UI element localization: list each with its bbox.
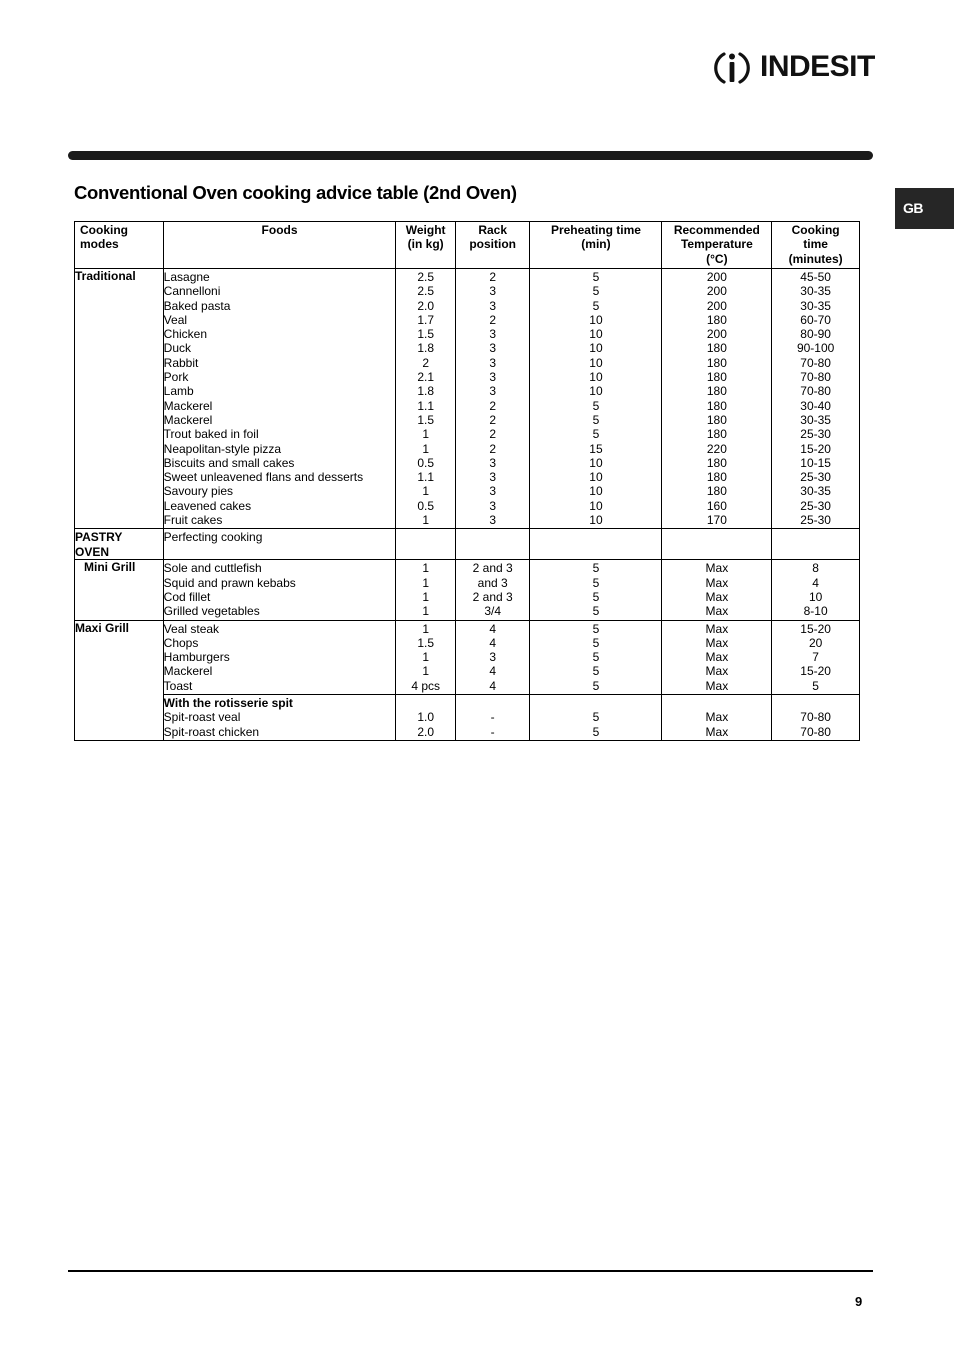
- table-cell-rack: and 3: [477, 575, 508, 590]
- empty-cell: [530, 529, 662, 560]
- table-cell-weight: 1: [422, 441, 429, 456]
- rotisserie-heading: With the rotisserie spit: [163, 696, 293, 711]
- table-cell-food: Veal steak: [163, 621, 220, 636]
- table-cell-rack: 2: [489, 412, 497, 427]
- table-cell-preheat: 10: [589, 455, 603, 470]
- table-cell-rack: 3: [489, 355, 497, 370]
- table-cell-weight: 1: [422, 513, 429, 528]
- maxi-grill-section: [75, 620, 860, 694]
- table-cell-preheat: 10: [589, 513, 603, 528]
- table-cell-time: 15-20: [800, 621, 831, 636]
- header-recommended-temperature: Recommended Temperature (°C): [662, 222, 772, 269]
- maxi-grill-times: [772, 620, 860, 694]
- table-cell-weight: 1: [422, 484, 429, 499]
- table-cell-time: 25-30: [800, 498, 831, 513]
- table-cell-rack: 4: [489, 635, 497, 650]
- table-cell-food: Biscuits and small cakes: [163, 455, 295, 470]
- table-cell-temp: Max: [705, 724, 729, 739]
- mode-pastry-oven: PASTRY OVEN: [75, 529, 164, 560]
- table-cell-temp: Max: [705, 664, 729, 679]
- traditional-weights: [396, 269, 455, 529]
- table-cell-weight: 1: [422, 427, 429, 442]
- table-cell-weight: 2.5: [417, 284, 434, 299]
- table-cell-temp: 170: [706, 513, 727, 528]
- table-cell-preheat: 5: [592, 284, 600, 299]
- table-cell-weight: 1: [422, 650, 429, 665]
- table-cell-temp: 180: [706, 412, 727, 427]
- indesit-i-icon: [712, 48, 752, 88]
- table-cell-food: Fruit cakes: [163, 513, 223, 528]
- table-cell-food: Lamb: [163, 384, 194, 399]
- table-cell-time: 15-20: [800, 664, 831, 679]
- header-preheating-time: Preheating time (min): [530, 222, 662, 269]
- table-cell-rack: -: [490, 724, 495, 739]
- mode-traditional: Traditional: [75, 269, 164, 529]
- table-cell-temp: 180: [706, 470, 727, 485]
- rotisserie-weights: [396, 695, 455, 741]
- table-cell-weight: 2.0: [417, 724, 434, 739]
- table-cell-weight: 1: [422, 575, 429, 590]
- table-cell-temp: 180: [706, 484, 727, 499]
- rotisserie-temps: [662, 695, 772, 741]
- table-cell-time: 4: [812, 575, 819, 590]
- header-cooking-modes: Cooking modes: [75, 222, 164, 269]
- table-cell-preheat: 5: [592, 412, 600, 427]
- empty-cell: [396, 529, 455, 560]
- maxi-grill-temps: [662, 620, 772, 694]
- table-cell-preheat: 5: [592, 650, 600, 665]
- table-cell-weight: 1: [422, 604, 429, 619]
- table-cell-weight: 1.5: [417, 327, 434, 342]
- table-cell-preheat: 5: [592, 710, 600, 725]
- table-cell-time: 70-80: [800, 724, 831, 739]
- table-cell-preheat: 10: [589, 312, 603, 327]
- table-cell-weight: 2.5: [417, 270, 434, 284]
- table-cell-food: Duck: [163, 341, 192, 356]
- header-cooking-time: Cooking time (minutes): [772, 222, 860, 269]
- table-cell-preheat: 15: [589, 441, 603, 456]
- language-tab: GB: [895, 188, 954, 229]
- table-cell-temp: 180: [706, 384, 727, 399]
- table-cell-preheat: 10: [589, 384, 603, 399]
- table-cell-temp: 220: [706, 441, 727, 456]
- mini-grill-preheat: [530, 560, 662, 620]
- table-cell-temp: 200: [706, 270, 727, 284]
- table-cell-rack: 3: [489, 498, 497, 513]
- table-cell-temp: Max: [705, 604, 729, 619]
- table-cell-preheat: 5: [592, 724, 600, 739]
- table-cell-food: Trout baked in foil: [163, 427, 259, 442]
- table-cell-food: Rabbit: [163, 355, 199, 370]
- table-cell-temp: 180: [706, 341, 727, 356]
- empty-cell: [772, 529, 860, 560]
- table-cell-rack: 4: [489, 621, 497, 636]
- table-cell-time: 30-40: [800, 398, 831, 413]
- table-cell-food: Toast: [163, 678, 193, 693]
- table-cell-rack: 3: [489, 284, 497, 299]
- table-cell-rack: 3/4: [484, 604, 502, 619]
- table-cell-weight: 0.5: [417, 498, 434, 513]
- table-cell-food: Chops: [163, 635, 199, 650]
- table-cell-rack: 2 and 3: [472, 561, 513, 576]
- table-cell-preheat: 5: [592, 635, 600, 650]
- table-cell-food: Squid and prawn kebabs: [163, 575, 296, 590]
- table-cell-time: 70-80: [800, 710, 831, 725]
- table-cell-weight: 1: [422, 664, 429, 679]
- table-cell-time: 8: [812, 561, 819, 576]
- table-cell-weight: 1: [422, 621, 429, 636]
- table-cell-weight: 2: [422, 355, 429, 370]
- table-cell-preheat: 5: [592, 561, 600, 576]
- rotisserie-preheat: [530, 695, 662, 741]
- table-cell-rack: 3: [489, 384, 497, 399]
- table-cell-food: Leavened cakes: [163, 498, 252, 513]
- table-cell-rack: 2: [489, 312, 497, 327]
- rotisserie-racks: [455, 695, 530, 741]
- table-cell-time: 80-90: [800, 327, 831, 342]
- table-cell-time: 30-35: [800, 484, 831, 499]
- table-cell-preheat: 5: [592, 621, 600, 636]
- table-cell-rack: 2: [489, 398, 497, 413]
- maxi-grill-preheat: [530, 620, 662, 694]
- bottom-divider-line: [68, 1270, 873, 1272]
- table-cell-weight: 4 pcs: [411, 678, 440, 693]
- table-cell-temp: 180: [706, 355, 727, 370]
- table-cell-preheat: 5: [592, 298, 600, 313]
- table-cell-rack: 3: [489, 484, 497, 499]
- table-cell-time: 8-10: [803, 604, 828, 619]
- table-cell-rack: 3: [489, 650, 497, 665]
- table-cell-weight: 1: [422, 589, 429, 604]
- table-cell-food: Sole and cuttlefish: [163, 561, 262, 576]
- table-cell-temp: Max: [705, 650, 729, 665]
- table-cell-food: Cannelloni: [163, 284, 221, 299]
- table-cell-weight: 1.7: [417, 312, 434, 327]
- traditional-temps: [662, 269, 772, 529]
- table-cell-rack: 3: [489, 470, 497, 485]
- table-cell-time: 20: [808, 635, 823, 650]
- maxi-grill-foods: [163, 620, 396, 694]
- table-cell-rack: 3: [489, 370, 497, 385]
- table-cell-temp: Max: [705, 575, 729, 590]
- table-cell-rack: 2 and 3: [472, 589, 513, 604]
- table-cell-time: 70-80: [800, 355, 831, 370]
- table-cell-time: 25-30: [800, 427, 831, 442]
- rotisserie-times: [772, 695, 860, 741]
- table-cell-temp: Max: [705, 561, 729, 576]
- table-cell-food: Veal: [163, 312, 188, 327]
- maxi-grill-racks: [455, 620, 530, 694]
- table-cell-food: Sweet unleavened flans and desserts: [163, 470, 364, 485]
- table-cell-preheat: 5: [592, 589, 600, 604]
- table-cell-preheat: 10: [589, 470, 603, 485]
- table-cell-rack: 2: [489, 427, 497, 442]
- table-cell-preheat: 5: [592, 604, 600, 619]
- pastry-food: Perfecting cooking: [163, 529, 396, 560]
- table-cell-temp: Max: [705, 589, 729, 604]
- pastry-oven-section: [75, 529, 860, 560]
- table-cell-rack: 3: [489, 455, 497, 470]
- table-cell-temp: 200: [706, 327, 727, 342]
- table-cell-food: Baked pasta: [163, 298, 231, 313]
- header-foods: Foods: [163, 222, 396, 269]
- table-cell-rack: 3: [489, 341, 497, 356]
- table-cell-time: 30-35: [800, 412, 831, 427]
- traditional-preheat: [530, 269, 662, 529]
- table-cell-time: 7: [812, 650, 819, 665]
- rotisserie-section: [75, 695, 860, 741]
- table-cell-time: 25-30: [800, 513, 831, 528]
- table-cell-preheat: 5: [592, 270, 600, 284]
- table-cell-preheat: 10: [589, 355, 603, 370]
- mode-mini-grill: Mini Grill: [75, 560, 164, 620]
- table-cell-weight: 1.0: [417, 710, 434, 725]
- table-cell-food: Savoury pies: [163, 484, 234, 499]
- mini-grill-weights: [396, 560, 455, 620]
- table-cell-food: Chicken: [163, 327, 208, 342]
- top-divider-bar: [68, 151, 873, 160]
- brand-logo: [712, 46, 875, 90]
- table-cell-temp: 200: [706, 284, 727, 299]
- table-cell-preheat: 10: [589, 498, 603, 513]
- table-cell-time: 30-35: [800, 284, 831, 299]
- table-cell-preheat: 5: [592, 427, 600, 442]
- maxi-grill-weights: [396, 620, 455, 694]
- table-cell-preheat: 10: [589, 327, 603, 342]
- page-number: 9: [855, 1294, 863, 1309]
- table-cell-food: Hamburgers: [163, 650, 230, 665]
- traditional-racks: [455, 269, 530, 529]
- table-cell-food: Mackerel: [163, 412, 213, 427]
- table-cell-temp: 180: [706, 312, 727, 327]
- mini-grill-foods: [163, 560, 396, 620]
- table-cell-time: 45-50: [800, 270, 831, 284]
- table-cell-temp: 180: [706, 427, 727, 442]
- traditional-times: [772, 269, 860, 529]
- table-cell-rack: -: [490, 710, 495, 725]
- mini-grill-racks: [455, 560, 530, 620]
- table-cell-food: Mackerel: [163, 398, 213, 413]
- table-cell-food: Spit-roast chicken: [163, 724, 260, 739]
- table-cell-weight: 1.1: [417, 470, 434, 485]
- table-cell-weight: 1: [422, 561, 429, 576]
- table-cell-time: 25-30: [800, 470, 831, 485]
- table-cell-preheat: 5: [592, 398, 600, 413]
- table-cell-temp: 160: [706, 498, 727, 513]
- table-cell-rack: 3: [489, 513, 497, 528]
- table-cell-time: 70-80: [800, 370, 831, 385]
- table-cell-preheat: 10: [589, 341, 603, 356]
- traditional-foods: [163, 269, 396, 529]
- table-cell-preheat: 5: [592, 575, 600, 590]
- table-cell-time: 30-35: [800, 298, 831, 313]
- empty-cell: [455, 529, 530, 560]
- table-cell-food: Grilled vegetables: [163, 604, 260, 619]
- table-cell-temp: 180: [706, 455, 727, 470]
- table-cell-temp: 180: [706, 370, 727, 385]
- table-cell-time: 70-80: [800, 384, 831, 399]
- table-cell-temp: Max: [705, 710, 729, 725]
- table-cell-rack: 3: [489, 327, 497, 342]
- table-cell-temp: Max: [705, 678, 729, 693]
- mini-grill-section: [75, 560, 860, 620]
- table-cell-preheat: 10: [589, 484, 603, 499]
- table-cell-time: 5: [812, 678, 819, 693]
- header-weight: Weight (in kg): [396, 222, 455, 269]
- table-cell-food: Lasagne: [163, 270, 210, 284]
- traditional-section: [75, 269, 860, 529]
- table-cell-preheat: 10: [589, 370, 603, 385]
- brand-name: INDESIT: [760, 50, 875, 83]
- table-cell-temp: 180: [706, 398, 727, 413]
- table-cell-rack: 4: [489, 678, 497, 693]
- table-cell-time: 60-70: [800, 312, 831, 327]
- table-cell-weight: 2.0: [417, 298, 434, 313]
- table-header-row: [75, 222, 860, 269]
- table-cell-weight: 2.1: [417, 370, 434, 385]
- table-cell-weight: 1.5: [417, 412, 434, 427]
- table-cell-temp: Max: [705, 621, 729, 636]
- mode-maxi-grill: Maxi Grill: [75, 620, 164, 740]
- table-cell-rack: 4: [489, 664, 497, 679]
- table-cell-weight: 1.1: [417, 398, 434, 413]
- table-cell-rack: 2: [489, 270, 497, 284]
- table-cell-weight: 1.5: [417, 635, 434, 650]
- table-cell-time: 90-100: [796, 341, 835, 356]
- table-cell-time: 10: [808, 589, 823, 604]
- table-cell-food: Spit-roast veal: [163, 710, 241, 725]
- mini-grill-temps: [662, 560, 772, 620]
- rotisserie-foods: [163, 695, 396, 741]
- table-cell-time: 10-15: [800, 455, 831, 470]
- table-cell-temp: Max: [705, 635, 729, 650]
- cooking-advice-table: [74, 221, 860, 741]
- page-title: Conventional Oven cooking advice table (2nd Oven): [74, 182, 517, 203]
- table-cell-weight: 1.8: [417, 341, 434, 356]
- table-cell-food: Cod fillet: [163, 589, 211, 604]
- table-cell-weight: 1.8: [417, 384, 434, 399]
- table-cell-time: 15-20: [800, 441, 831, 456]
- table-cell-weight: 0.5: [417, 455, 434, 470]
- table-cell-rack: 2: [489, 441, 497, 456]
- table-cell-food: Pork: [163, 370, 189, 385]
- mini-grill-times: [772, 560, 860, 620]
- table-cell-food: Neapolitan-style pizza: [163, 441, 282, 456]
- table-cell-preheat: 5: [592, 678, 600, 693]
- header-rack-position: Rack position: [455, 222, 530, 269]
- table-cell-food: Mackerel: [163, 664, 213, 679]
- table-cell-preheat: 5: [592, 664, 600, 679]
- table-cell-temp: 200: [706, 298, 727, 313]
- empty-cell: [662, 529, 772, 560]
- table-cell-rack: 3: [489, 298, 497, 313]
